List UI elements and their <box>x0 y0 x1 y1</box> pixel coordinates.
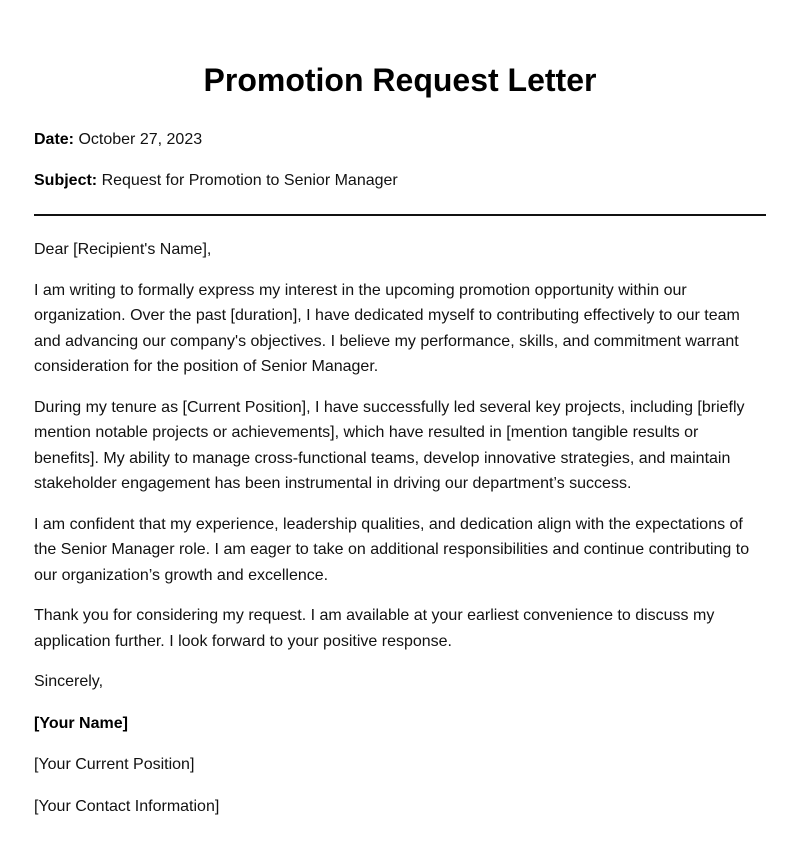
signature-block <box>34 669 766 819</box>
salutation: Dear [Recipient's Name], <box>34 241 212 258</box>
closing: Sincerely, <box>34 673 104 690</box>
subject-label: Subject: <box>34 172 98 189</box>
signature-contact: [Your Contact Information] <box>34 797 220 815</box>
date-line <box>34 130 766 150</box>
subject-value: Request for Promotion to Senior Manager <box>101 172 398 189</box>
date-value: October 27, 2023 <box>78 131 203 148</box>
page-title: Promotion Request Letter <box>203 62 597 98</box>
body-paragraph-3: I am confident that my experience, leadership qualities, and dedication align with the expectations of the Senior Manager role. I am eager to take on additional responsibilities and continue contributing to our organization’s growth and excellence. <box>34 515 750 584</box>
header-divider <box>34 214 766 216</box>
body-paragraph-4: Thank you for considering my request. I am available at your earliest convenience to discuss my application further. I look forward to your positive response. <box>34 607 715 650</box>
signature-position: [Your Current Position] <box>34 756 195 773</box>
subject-line <box>34 171 766 191</box>
date-label: Date: <box>34 131 75 148</box>
signature-name: [Your Name] <box>34 714 128 732</box>
body-paragraph-1: I am writing to formally express my interest in the upcoming promotion opportunity within our organization. Over the past [duration], I have dedicated myself to contributing effectively to our team and advancing our company's objectives. I believe my performance, skills, and commitment warrant consideration for the position of Senior Manager. <box>34 281 740 375</box>
body-paragraph-2: During my tenure as [Current Position], I have successfully led several key projects, including [briefly mention notable projects or achievements], which have resulted in [mention tangible results or benefits]. My ability to manage cross-functional teams, develop innovative strategies, and maintain stakeholder engagement has been instrumental in driving our department’s success. <box>34 398 745 492</box>
letter-body <box>34 237 766 819</box>
